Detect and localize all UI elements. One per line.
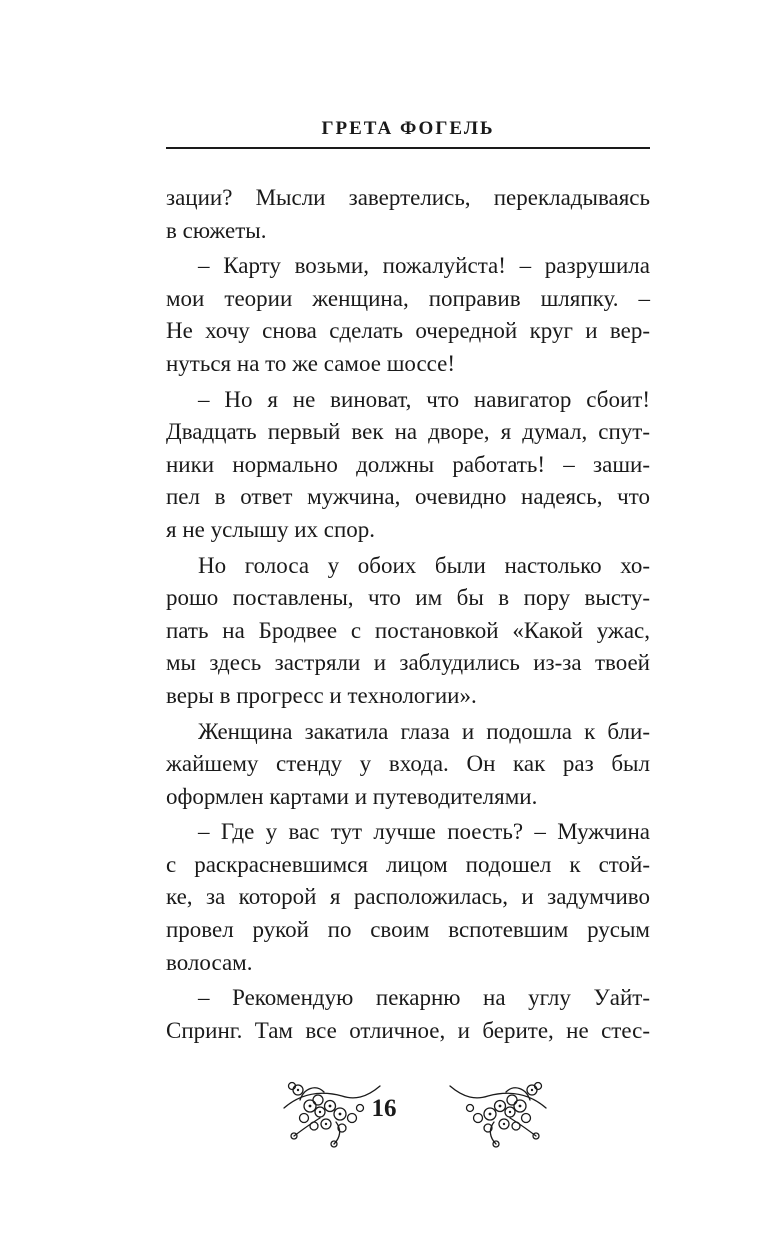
text-line: ники нормально должны работать! – заши-: [166, 451, 650, 477]
text-line: ке, за которой я расположилась, и задумчиво: [166, 884, 650, 910]
text-line: с раскрасневшимся лицом подошел к стой-: [166, 851, 650, 877]
text-line: пать на Бродвее с постановкой «Какой ужас,: [166, 617, 650, 643]
text-line: – Рекомендую пекарню на углу Уайт-: [198, 985, 650, 1011]
text-line: волосам.: [166, 949, 253, 975]
text-line: Но голоса у обоих были настолько хо-: [198, 552, 650, 578]
body-text: [166, 182, 650, 1047]
text-line: жайшему стенду у входа. Он как раз был: [166, 751, 650, 777]
text-line: провел рукой по своим вспотевшим русым: [166, 917, 650, 943]
text-line: мы здесь застряли и заблудились из-за твоей: [166, 650, 650, 676]
text-line: Женщина закатила глаза и подошла к бли-: [198, 718, 650, 744]
flower-branch-icon: [440, 1078, 550, 1148]
text-line: Двадцать первый век на дворе, я думал, спут-: [166, 419, 650, 445]
text-line: нуться на то же самое шоссе!: [166, 350, 456, 376]
page-number: 16: [371, 1095, 397, 1122]
page-footer: [0, 1078, 768, 1148]
text-line: в сюжеты.: [166, 217, 267, 243]
text-line: – Карту возьми, пожалуйста! – разрушила: [198, 253, 650, 279]
text-line: – Где у вас тут лучше поесть? – Мужчина: [198, 819, 650, 845]
text-line: Не хочу снова сделать очередной круг и вер-: [166, 318, 650, 344]
text-line: я не услышу их спор.: [166, 516, 376, 542]
text-line: оформлен картами и путеводителями.: [166, 783, 538, 809]
text-line: – Но я не виноват, что навигатор сбоит!: [198, 386, 650, 412]
text-line: зации? Мысли завертелись, перекладываясь: [166, 185, 650, 210]
text-line: веры в прогресс и технологии».: [166, 682, 477, 708]
header-rule: [166, 147, 650, 149]
text-line: мои теории женщина, поправив шляпку. –: [166, 285, 650, 311]
running-head: ГРЕТА ФОГЕЛЬ: [321, 118, 495, 139]
text-line: пел в ответ мужчина, очевидно надеясь, что: [166, 484, 650, 510]
text-line: Спринг. Там все отличное, и берите, не стес-: [166, 1017, 650, 1043]
text-line: рошо поставлены, что им бы в пору высту-: [166, 585, 650, 611]
